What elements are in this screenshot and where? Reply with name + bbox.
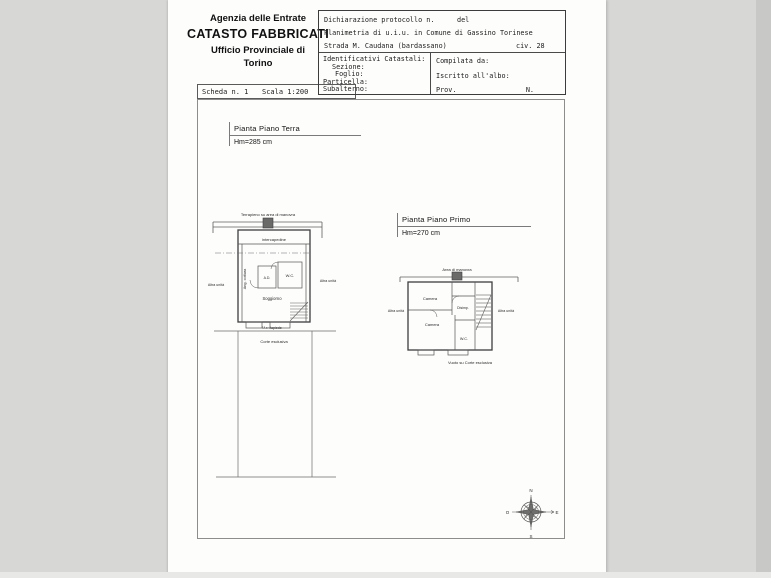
particella-label: Particella: [323, 77, 369, 86]
vuoto-corte-label: Vuoto su Corte esclusiva [447, 360, 493, 365]
courtyard-outline [214, 331, 336, 477]
compass-west-label: O [505, 510, 510, 515]
office-line: Ufficio Provinciale di [211, 45, 305, 56]
declaration-top [319, 11, 565, 53]
scheda-number: Scheda n. 1 [202, 88, 249, 96]
declaration-bottom [319, 53, 565, 94]
register-label: Iscritto all'albo: [436, 72, 510, 80]
marciapiede-label: Marciapiede [262, 326, 282, 330]
ground-floor-title-block [229, 122, 361, 146]
subalterno-label: Subalterno: [323, 85, 369, 94]
building-outline [408, 282, 492, 350]
protocol-del: del [457, 16, 470, 24]
title-underline [398, 226, 531, 227]
planimetria-row [324, 28, 560, 41]
staircase [290, 302, 308, 321]
ang-cottura-label: Ang. cottura [243, 268, 247, 290]
n-label: N. [525, 86, 534, 94]
scan-right-edge [756, 0, 771, 578]
ground-floor-height: Hm=285 cm [234, 139, 272, 146]
wall-marker-hatch [263, 218, 273, 228]
compiled-by-label: Compilata da: [436, 57, 490, 65]
foglio-label: Foglio: [335, 70, 364, 79]
catastal-identifiers [319, 53, 431, 94]
compass-south-label: S [529, 534, 533, 539]
first-floor-plan [385, 262, 520, 374]
declaration-box [318, 10, 566, 95]
identifiers-title: Identificativi Catastali: [323, 55, 426, 63]
first-floor-title-block [397, 213, 531, 237]
staircase [476, 295, 491, 330]
compass-rose [504, 485, 560, 540]
wc-room-label: W.C. [459, 337, 469, 341]
altra-unita-right-label: Altra unità [497, 309, 515, 313]
title-underline [230, 135, 361, 136]
planimetria-label: Planimetria di u.i.u. in Comune di Gassino Torinese [324, 29, 533, 37]
protocol-row [324, 15, 560, 28]
protocol-label: Dichiarazione protocollo n. [324, 16, 435, 24]
ground-floor-plan [196, 205, 346, 495]
catasto-title: CATASTO FABBRICATI [187, 27, 329, 41]
ad-room-label: A.D. [263, 276, 271, 280]
altra-unita-left-label: Altra unità [207, 283, 225, 287]
wc-room-label: W.C. [285, 273, 295, 278]
compass-cardinal-points [516, 497, 546, 527]
intercapedine-label: intercapedine [261, 237, 287, 242]
compass-north-label: N [529, 488, 533, 493]
sezione-label: Sezione: [332, 62, 365, 71]
first-floor-title: Pianta Piano Primo [402, 215, 471, 224]
soggiorno-label: Soggiorno [262, 296, 282, 301]
camera-bottom-label: Camera [424, 322, 440, 327]
civic-number: civ. 28 [516, 42, 545, 50]
prov-label: Prov. [436, 86, 457, 94]
altra-unita-left-label: Altra unità [387, 309, 405, 313]
disimp-label: Disimp. [457, 306, 469, 310]
altra-unita-right-label: Altra unità [319, 279, 337, 283]
scale-label: Scala 1:200 [262, 88, 309, 96]
address-label: Strada M. Caudana (bardassano) [324, 42, 447, 50]
ground-floor-title: Pianta Piano Terra [234, 124, 300, 133]
compiler-section [431, 53, 565, 94]
terrapieno-label: Terrapieno su area di manovra [240, 212, 296, 217]
area-manovra-label: Area di manovra [442, 267, 472, 272]
scan-bottom-edge [0, 572, 771, 578]
wall-marker-hatch [452, 272, 462, 280]
agency-name: Agenzia delle Entrate [209, 13, 307, 24]
compass-east-label: E [555, 510, 559, 515]
office-city: Torino [243, 58, 273, 69]
interior-walls [238, 244, 310, 322]
camera-top-label: Camera [422, 296, 438, 301]
first-floor-height: Hm=270 cm [402, 230, 440, 237]
corte-esclusiva-label: Corte esclusiva [260, 339, 288, 344]
entrance-stoops [418, 350, 468, 355]
